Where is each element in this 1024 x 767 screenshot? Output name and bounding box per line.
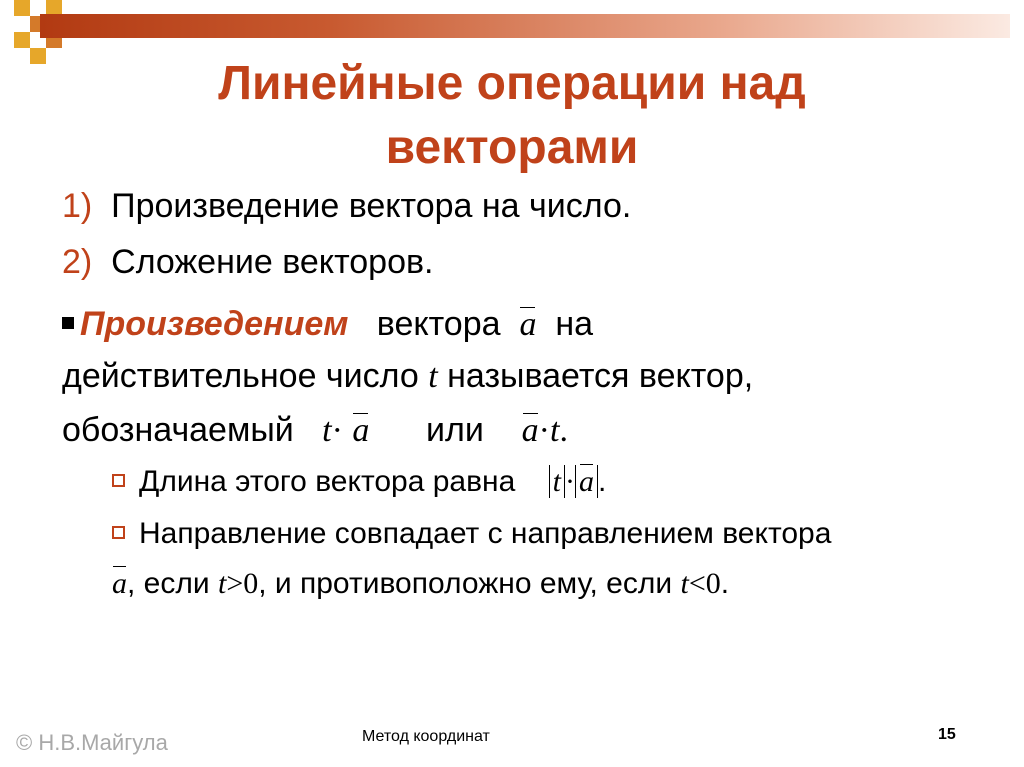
sub-item-text: Длина этого вектора равна [139, 465, 516, 498]
slide-title [40, 52, 984, 180]
scalar-t: t [550, 412, 560, 449]
definition-text: обозначаемый [62, 411, 294, 449]
scalar-t: t [322, 412, 332, 449]
dot-operator: · [565, 465, 575, 498]
scalar-t: t [680, 567, 689, 600]
list-item [62, 186, 631, 226]
condition-gt: >0 [226, 567, 259, 600]
vector-a: a [352, 412, 370, 449]
period: . [559, 412, 568, 449]
abs-vector-a [575, 465, 598, 498]
list-number: 1) [62, 187, 93, 225]
list-number: 2) [62, 243, 93, 281]
page-number: 15 [938, 726, 956, 743]
definition-line-2 [62, 356, 753, 397]
definition-term: Произведением [80, 305, 349, 343]
vector-a: a [521, 412, 539, 449]
sub-item [112, 462, 606, 502]
header-band [40, 14, 1010, 38]
vector-a: a [579, 462, 594, 502]
condition-lt: <0 [688, 567, 721, 600]
sub-item [112, 514, 831, 554]
sub-item-text: , и противоположно ему, если [258, 567, 673, 600]
definition-text: действительное число [62, 357, 419, 395]
sub-item-text: , если [127, 567, 210, 600]
dot-operator: · [538, 412, 550, 449]
definition-line-3 [62, 410, 568, 451]
definition-text: на [555, 305, 594, 343]
list-text: Сложение векторов. [111, 243, 434, 281]
definition-text: вектора [376, 305, 501, 343]
definition-text: называется вектор, [447, 357, 754, 395]
hollow-square-bullet-icon [112, 474, 125, 487]
definition-or: или [426, 411, 484, 449]
scalar-t: t [428, 358, 438, 395]
sub-item-continuation [112, 564, 729, 604]
abs-t: t [549, 465, 565, 498]
footer-title: Метод координат [362, 728, 490, 745]
sub-item-text: Направление совпадает с направлением вектора [139, 517, 832, 550]
title-line-2: векторами [385, 121, 639, 174]
vector-a: a [519, 306, 537, 343]
period: . [720, 567, 730, 600]
definition-line-1 [62, 304, 593, 345]
list-text: Произведение вектора на число. [111, 187, 632, 225]
vector-a: a [112, 564, 127, 604]
period: . [598, 465, 607, 498]
hollow-square-bullet-icon [112, 526, 125, 539]
list-item [62, 242, 434, 282]
title-line-1: Линейные операции над [218, 57, 806, 110]
footer-author: © Н.В.Майгула [16, 730, 168, 755]
dot-operator: · [331, 412, 343, 449]
scalar-t: t [217, 567, 227, 600]
square-bullet-icon [62, 317, 74, 329]
